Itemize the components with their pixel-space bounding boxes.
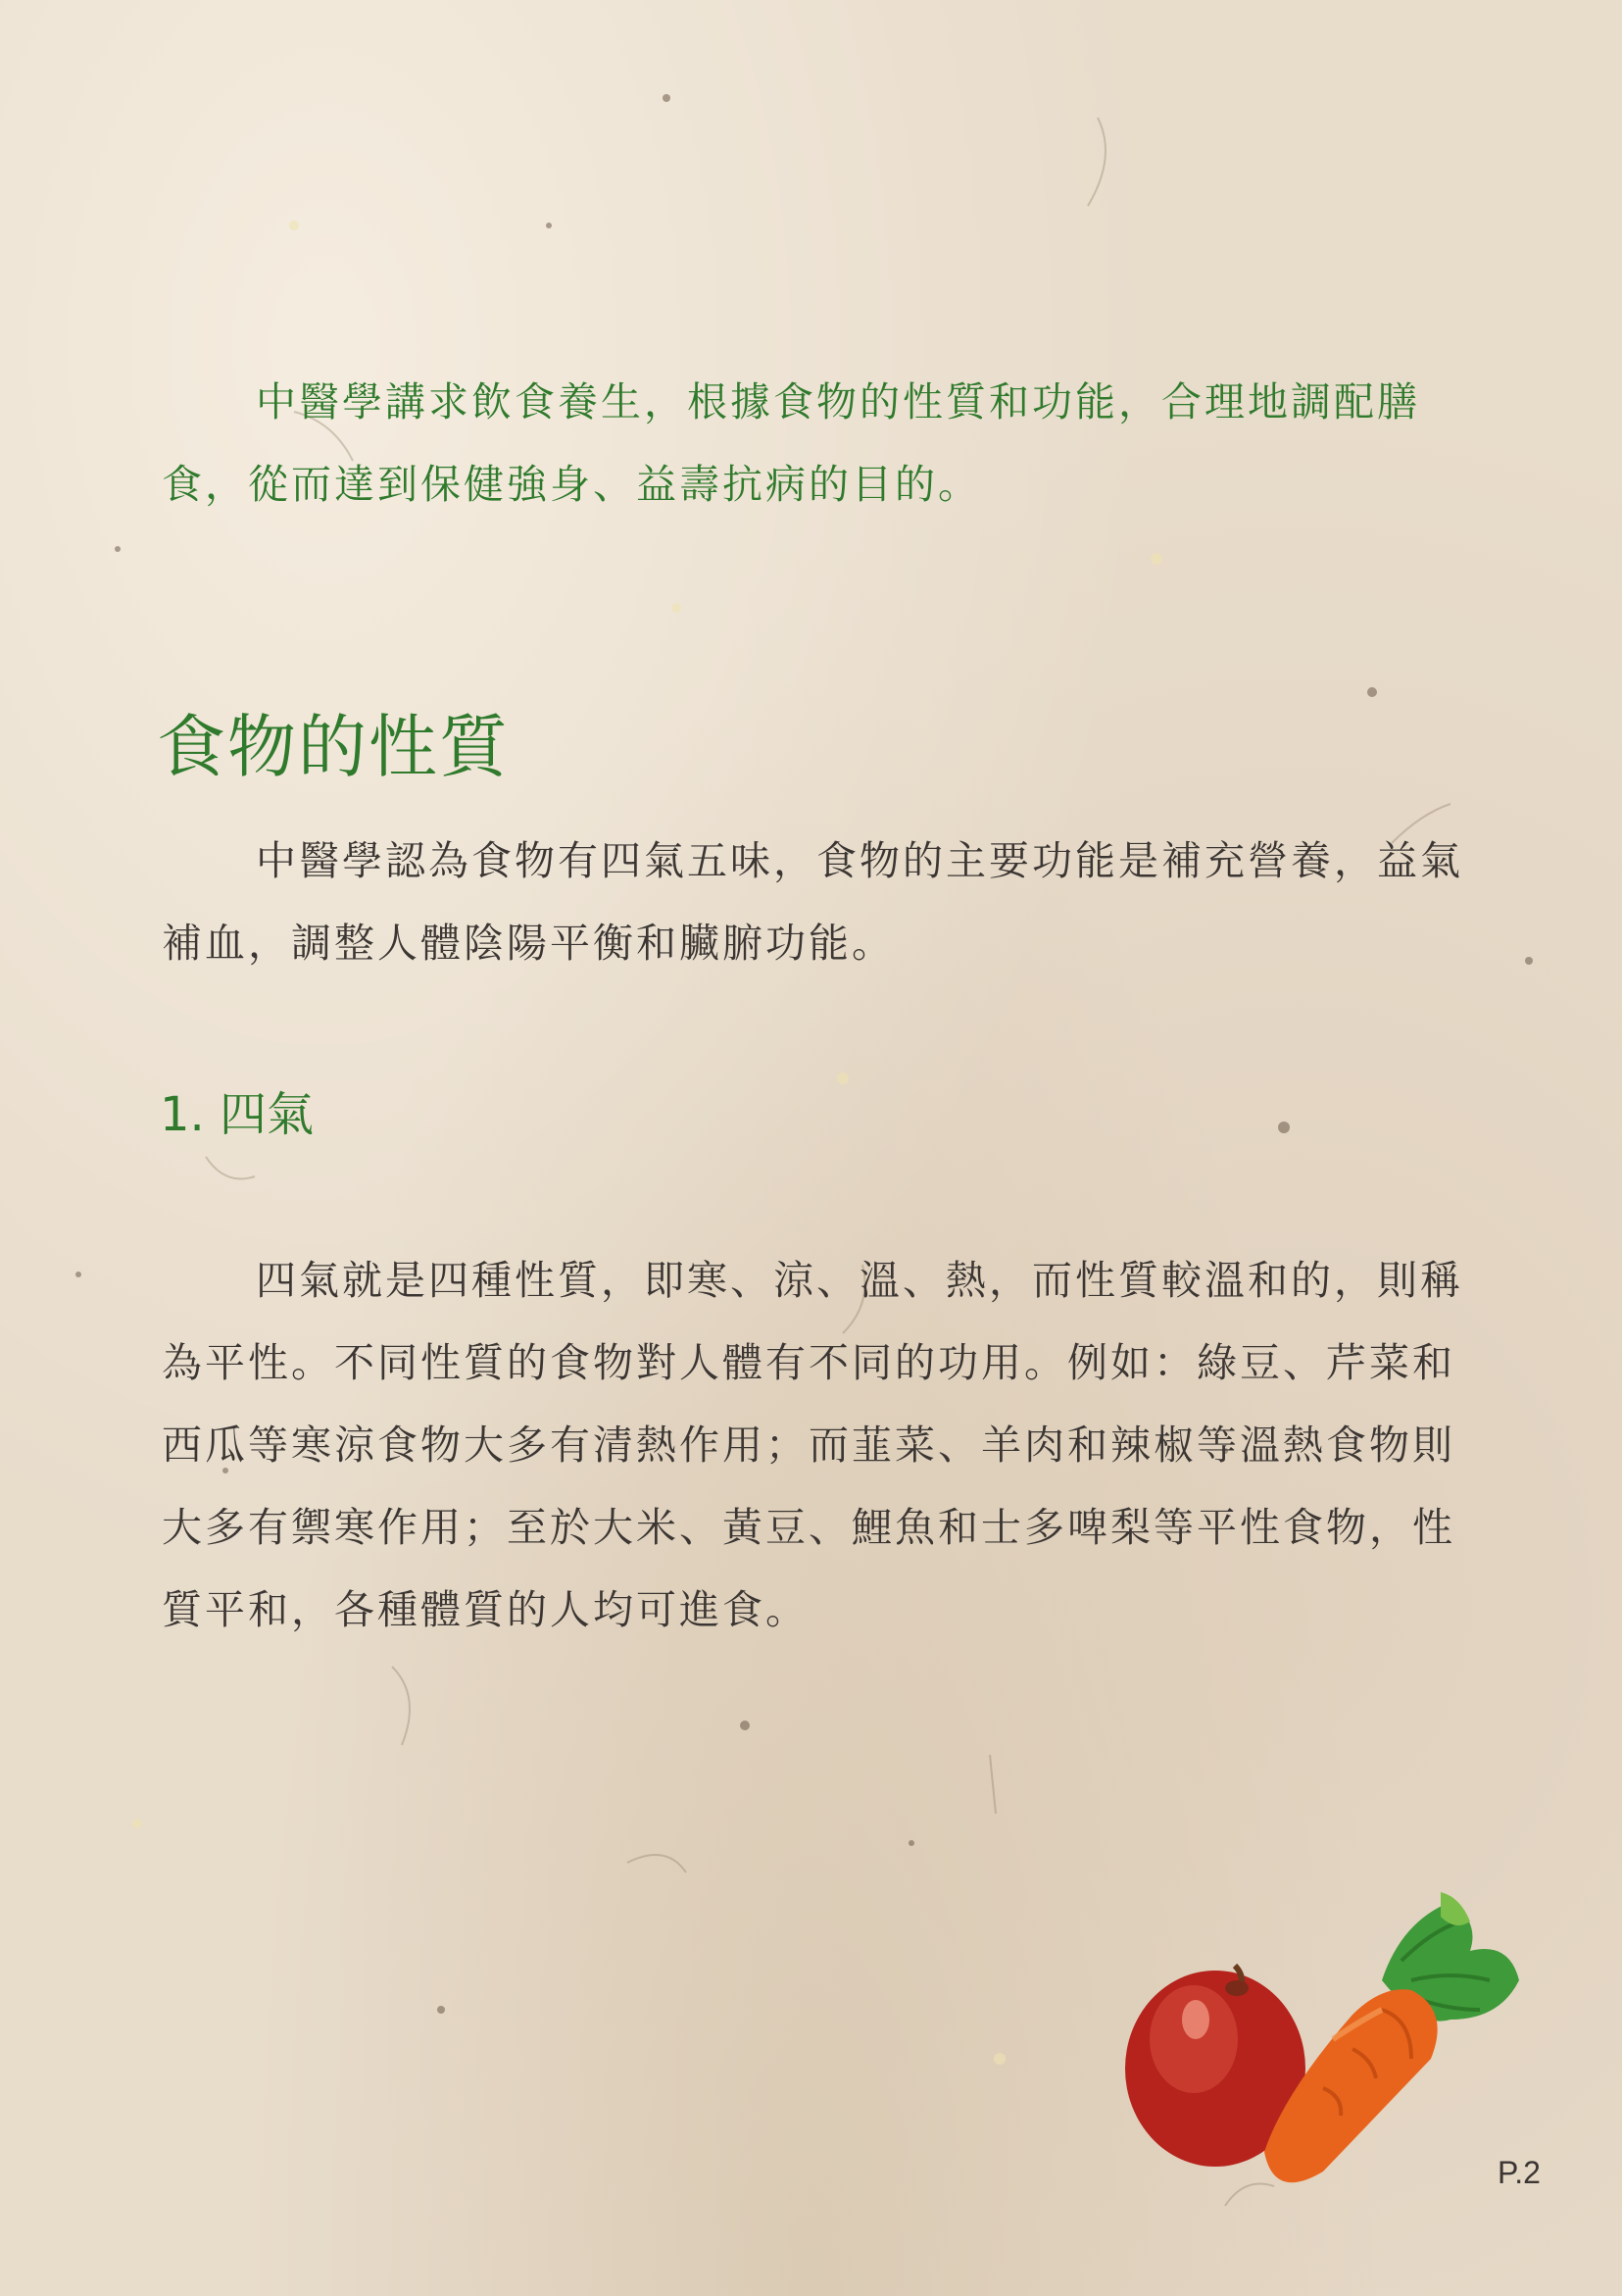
intro-paragraph: 中醫學講求飲食養生，根據食物的性質和功能，合理地調配膳食，從而達到保健強身、益壽抗病的目的。 <box>162 378 1420 508</box>
subsection-heading: 1. 四氣 <box>160 1087 315 1142</box>
apple-carrot-illustration <box>1088 1892 1548 2186</box>
section-paragraph: 中醫學認為食物有四氣五味，食物的主要功能是補充營養，益氣補血，調整人體陰陽平衡和臟腑功能。 <box>162 837 1463 967</box>
subsection-paragraph: 四氣就是四種性質，即寒、涼、溫、熱，而性質較溫和的，則稱為平性。不同性質的食物對人體有不同的功用。例如：綠豆、芹菜和西瓜等寒涼食物大多有清熱作用；而韮菜、羊肉和辣椒等溫熱食物則大多有禦寒作用；至於大米、黃豆、鯉魚和士多啤梨等平性食物，性質平和，各種體質的人均可進食。 <box>162 1257 1463 1633</box>
section-heading: 食物的性質 <box>157 707 510 787</box>
page-number: P.2 <box>1498 2155 1541 2190</box>
